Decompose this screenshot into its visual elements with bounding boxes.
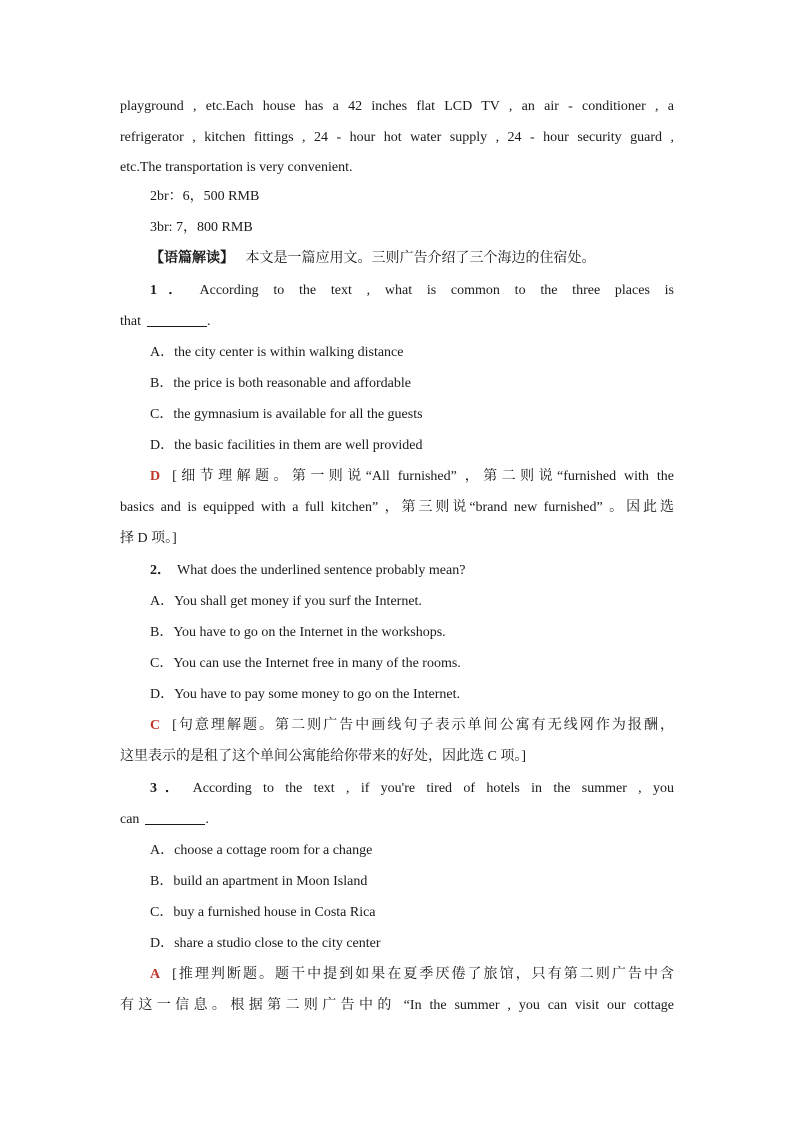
q3-answer-blank [145,810,205,825]
analysis-label: 【语篇解读】 [150,251,234,266]
q1-option-a: A．the city center is within walking distance [150,345,404,360]
q2-explain-text-1: [句意理解题。第二则广告中画线句子表示单间公寓有无线网作为报酬， [172,718,674,733]
q3-answer: A [150,967,161,982]
q2-explanation-line-2: 这里表示的是租了这个单间公寓能给你带来的好处，因此选 C 项。] [120,749,526,764]
q2-option-c: C．You can use the Internet free in many of the rooms. [150,656,461,671]
q3-explanation-line-1 [150,965,674,985]
q3-option-d: D．share a studio close to the city center [150,936,381,951]
q3-number: 3． [150,781,187,796]
q1-number: 1． [150,283,194,298]
q3-explanation-line-2: 有这一信息。根据第二则广告中的 “In the summer , you can visit our cottage [120,998,674,1013]
q1-stem-text-2: that [120,314,141,329]
q2-stem [150,561,674,581]
q3-option-c: C．buy a furnished house in Costa Rica [150,905,376,920]
q3-stem-line-2 [120,810,674,830]
q1-option-b: B．the price is both reasonable and affordable [150,376,411,391]
q1-explanation-line-3: 择 D 项。] [120,531,177,546]
q1-explanation-line-1 [150,467,674,487]
q3-stem-end: . [205,812,209,827]
discourse-analysis [150,249,674,269]
q2-option-b: B．You have to go on the Internet in the workshops. [150,625,446,640]
q1-explanation-line-2: basics and is equipped with a full kitchen” ，第三则说“brand new furnished” 。因此选 [120,500,674,515]
q3-option-a: A．choose a cottage room for a change [150,843,373,858]
q2-explanation-line-1 [150,716,674,736]
passage-line-3: etc.The transportation is very convenient. [120,160,353,175]
q1-stem-line-2 [120,312,674,332]
q1-answer-blank [147,312,207,327]
q1-stem-end: . [207,314,211,329]
passage-line-1: playground , etc.Each house has a 42 inches flat LCD TV , an air - conditioner , a [120,99,674,114]
passage-line-2: refrigerator , kitchen fittings , 24 - hour hot water supply , 24 - hour security guard , [120,130,674,145]
q2-number: 2． [150,563,171,578]
q3-stem-text-2: can [120,812,140,827]
q1-option-d: D．the basic facilities in them are well provided [150,438,423,453]
q3-stem-text: According to the text , if you're tired of hotels in the summer , you [192,781,674,796]
q1-stem-line-1 [150,281,674,301]
analysis-text: 本文是一篇应用文。三则广告介绍了三个海边的住宿处。 [245,251,596,266]
q3-option-b: B．build an apartment in Moon Island [150,874,368,889]
q3-explain-text-1: [推理判断题。题干中提到如果在夏季厌倦了旅馆，只有第二则广告中含 [172,967,674,982]
q1-option-c: C．the gymnasium is available for all the guests [150,407,423,422]
q2-stem-text: What does the underlined sentence probably mean? [177,563,466,578]
price-3br: 3br: 7，800 RMB [150,220,253,235]
q1-stem-text: According to the text , what is common to the three places is [199,283,674,298]
q1-answer: D [150,469,161,484]
q2-option-a: A．You shall get money if you surf the Internet. [150,594,422,609]
price-2br: 2br：6，500 RMB [150,189,260,204]
q2-option-d: D．You have to pay some money to go on the Internet. [150,687,461,702]
q1-explain-text-1: [细节理解题。第一则说“All furnished” ，第二则说“furnished with the [172,469,674,484]
q3-stem-line-1 [150,779,674,799]
q2-answer: C [150,718,161,733]
